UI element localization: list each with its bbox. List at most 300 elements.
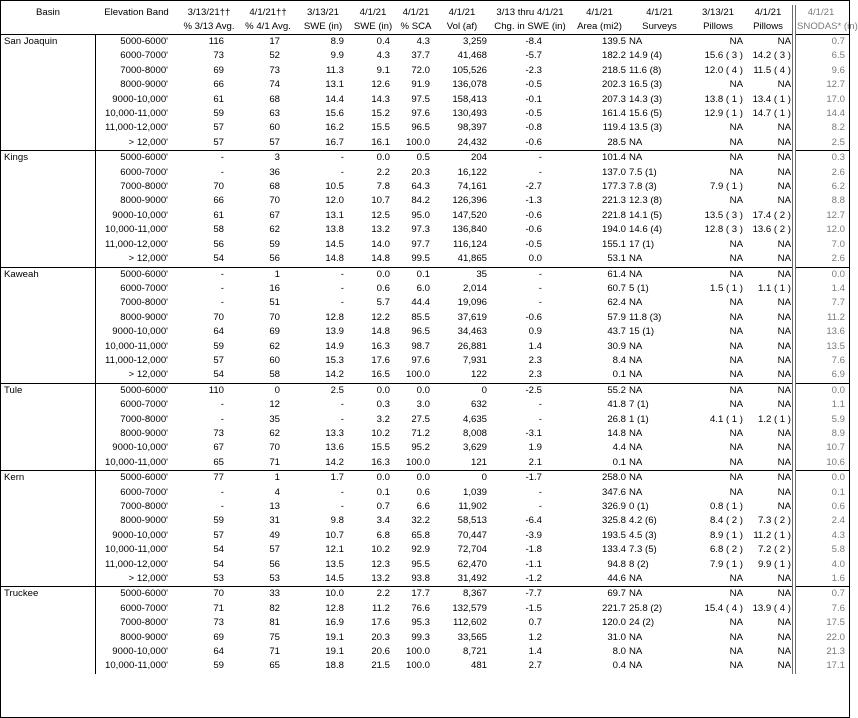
data-cell: 112,602 [453, 617, 487, 629]
data-cell: 31.0 [607, 631, 626, 643]
data-cell: 0.0 [376, 384, 390, 396]
data-cell: - [538, 486, 542, 498]
data-cell: 59 [269, 238, 280, 250]
snodas-cell: 13.5 [794, 340, 849, 354]
snodas-cell: 8.2 [794, 121, 849, 135]
data-cell: -5.7 [525, 50, 542, 62]
data-cell: 5 (1) [629, 282, 649, 294]
data-cell: 49 [269, 529, 280, 541]
data-cell: - [220, 501, 224, 512]
table-row [1, 209, 849, 223]
data-cell: NA [777, 369, 791, 381]
data-cell: 0.7 [376, 501, 390, 512]
data-cell: 14.1 (5) [629, 209, 663, 221]
data-cell: 105,526 [452, 64, 487, 76]
data-cell: 7,931 [462, 354, 487, 366]
data-cell: 19.1 [325, 646, 344, 658]
elevation-band-cell: 10,000-11,000' [104, 224, 168, 236]
data-cell: 26,881 [457, 340, 487, 352]
data-cell: NA [777, 427, 791, 439]
basin-cell-empty [1, 602, 95, 616]
data-cell: NA [629, 253, 643, 265]
snodas-cell: 1.4 [794, 282, 849, 296]
data-cell: 56 [213, 238, 224, 250]
data-cell: 33,565 [457, 631, 487, 643]
snodas-cell: 7.6 [794, 602, 849, 616]
data-cell: 0.0 [376, 152, 390, 164]
data-cell: 136,078 [452, 79, 487, 91]
data-cell: 4.2 (6) [629, 515, 657, 527]
elevation-band-cell: 8000-9000' [120, 79, 168, 91]
data-cell: 11.2 ( 1 ) [753, 529, 791, 541]
elevation-band-cell: 6000-7000' [120, 282, 168, 294]
data-cell: NA [629, 297, 643, 309]
data-cell: 37,619 [457, 311, 487, 323]
data-cell: - [538, 399, 542, 411]
data-cell: 116,124 [453, 238, 487, 250]
data-cell: NA [729, 253, 743, 265]
snodas-cell: 4.3 [794, 529, 849, 543]
data-cell: 0.7 [528, 617, 542, 629]
snodas-cell: 2.4 [794, 514, 849, 528]
data-cell: -0.8 [525, 122, 542, 134]
data-cell: 56 [269, 558, 280, 570]
data-cell: 12.3 (8) [629, 195, 663, 207]
data-cell: 58,513 [457, 515, 487, 527]
table-row [1, 427, 849, 441]
snodas-cell: 6.9 [794, 368, 849, 383]
data-cell: 3.0 [416, 399, 430, 411]
data-cell: 96.5 [411, 122, 430, 134]
basin-cell-empty [1, 486, 95, 500]
data-cell: 62.4 [607, 297, 626, 309]
elevation-band-cell: 7000-8000' [120, 64, 168, 76]
basin-cell-empty [1, 107, 95, 121]
data-cell: 74 [269, 79, 280, 91]
header-cell: Pillows [703, 21, 733, 32]
data-cell: 10.7 [371, 195, 390, 207]
data-cell: 100.0 [405, 136, 430, 148]
data-cell: NA [777, 238, 791, 250]
snodas-cell: 0.7 [794, 587, 849, 602]
data-cell: 53 [269, 573, 280, 585]
table-row [1, 529, 849, 543]
elevation-band-cell: 9000-10,000' [112, 529, 168, 541]
data-cell: NA [729, 136, 743, 148]
data-cell: 54 [213, 544, 224, 556]
header-cell: Surveys [642, 21, 677, 32]
data-cell: 4.3 [416, 36, 430, 47]
data-cell: 1.7 [330, 472, 344, 484]
data-cell: 8,008 [462, 427, 487, 439]
data-cell: 17.4 ( 2 ) [752, 209, 791, 221]
data-cell: NA [777, 136, 791, 148]
data-cell: 63 [269, 108, 280, 120]
data-cell: NA [729, 326, 743, 338]
data-cell: 4,635 [462, 413, 487, 425]
data-cell: 20.3 [411, 166, 430, 178]
data-cell: 13.9 [325, 326, 344, 338]
data-cell: 3,259 [462, 36, 487, 47]
data-cell: 66 [213, 195, 224, 207]
data-cell: NA [729, 442, 743, 454]
data-cell: 7.3 (5) [629, 544, 657, 556]
table-row [1, 136, 849, 151]
data-cell: - [220, 413, 224, 425]
data-cell: 13.8 [325, 224, 344, 236]
data-cell: 60 [269, 122, 280, 134]
data-cell: 7.8 (3) [629, 181, 657, 193]
data-cell: 6.6 [416, 501, 430, 512]
data-cell: 14.4 [325, 93, 344, 105]
data-cell: 14.5 [325, 573, 344, 585]
basin-cell-empty [1, 368, 95, 383]
data-cell: 73 [269, 64, 280, 76]
header-cell: 3/13 thru 4/1/21 [496, 7, 564, 18]
basin-cell-empty [1, 296, 95, 310]
data-cell: 16 [269, 282, 280, 294]
table-row [1, 587, 849, 602]
data-cell: 7 (1) [629, 399, 649, 411]
data-cell: -7.7 [525, 588, 542, 600]
basin-cell-empty [1, 64, 95, 78]
data-cell: 18.8 [325, 660, 344, 672]
data-cell: 12.8 [325, 311, 344, 323]
snodas-cell: 0.0 [794, 267, 849, 282]
data-cell: 71 [269, 646, 280, 658]
data-cell: 14.5 [325, 238, 344, 250]
data-cell: NA [629, 427, 643, 439]
data-cell: -0.5 [525, 79, 542, 91]
data-cell: NA [629, 369, 643, 381]
data-cell: 12.8 [325, 602, 344, 614]
data-cell: 95.5 [411, 558, 430, 570]
data-cell: 70 [269, 195, 280, 207]
elevation-band-cell: 8000-9000' [120, 515, 168, 527]
data-cell: 65.8 [411, 529, 430, 541]
data-cell: NA [777, 122, 791, 134]
data-cell: 58 [269, 369, 280, 381]
data-cell: 13.1 [325, 209, 344, 221]
basin-cell-empty [1, 514, 95, 528]
data-cell: 57.9 [607, 311, 626, 323]
basin-cell-empty [1, 659, 95, 673]
data-cell: - [220, 486, 224, 498]
data-cell: 71.2 [411, 427, 430, 439]
snodas-cell: 12.7 [794, 78, 849, 92]
data-cell: 7.9 ( 1 ) [709, 181, 743, 193]
snodas-cell: 14.4 [794, 107, 849, 121]
header-cell: 3/13/21 [701, 7, 734, 18]
data-cell: 37.7 [411, 50, 430, 62]
data-cell: NA [777, 181, 791, 193]
snodas-cell: 10.7 [794, 441, 849, 455]
table-row [1, 238, 849, 252]
data-cell: NA [729, 646, 743, 658]
elevation-band-cell: 9000-10,000' [112, 646, 168, 658]
data-cell: 0.0 [416, 472, 430, 484]
table-row [1, 166, 849, 180]
data-cell: - [220, 268, 224, 280]
data-cell: 0 (1) [629, 501, 649, 512]
snodas-cell: 22.0 [794, 631, 849, 645]
snodas-cell: 6.2 [794, 180, 849, 194]
elevation-band-cell: 11,000-12,000' [104, 354, 168, 366]
data-cell: 11.6 (8) [629, 64, 662, 76]
data-cell: 61 [213, 93, 224, 105]
snodas-cell: 8.9 [794, 427, 849, 441]
data-cell: 61.4 [607, 268, 626, 280]
data-cell: NA [777, 660, 791, 672]
data-cell: - [220, 282, 224, 294]
data-cell: NA [777, 268, 791, 280]
data-cell: - [538, 152, 542, 164]
basin-cell-empty [1, 93, 95, 107]
elevation-band-cell: 5000-6000' [120, 472, 168, 484]
data-cell: 62 [269, 427, 280, 439]
header-row-2 [1, 20, 849, 35]
basin-cell-empty [1, 616, 95, 630]
elevation-band-cell: 10,000-11,000' [104, 544, 168, 556]
data-cell: -0.6 [525, 311, 542, 323]
data-cell: 11.8 (3) [629, 311, 662, 323]
data-cell: 204 [470, 152, 487, 164]
data-cell: 325.8 [601, 515, 626, 527]
data-cell: NA [629, 384, 643, 396]
data-cell: 0.1 [612, 369, 626, 381]
data-cell: -0.5 [525, 108, 542, 120]
elevation-band-cell: 5000-6000' [120, 588, 168, 600]
table-row [1, 223, 849, 237]
table-row [1, 398, 849, 412]
data-cell: NA [629, 573, 643, 585]
table-row [1, 631, 849, 645]
data-cell: 8,367 [462, 588, 487, 600]
data-cell: 97.3 [411, 224, 430, 236]
elevation-band-cell: 5000-6000' [120, 152, 168, 164]
data-cell: 13.6 [325, 442, 344, 454]
data-cell: 8.0 [612, 646, 626, 658]
table-row [1, 441, 849, 455]
data-cell: 0.0 [416, 384, 430, 396]
data-cell: 4.4 [612, 442, 626, 454]
data-cell: 99.5 [411, 253, 430, 265]
header-cell: 4/1/21†† [249, 7, 287, 18]
data-cell: 34,463 [457, 326, 487, 338]
data-cell: 161.4 [601, 108, 626, 120]
data-cell: NA [777, 646, 791, 658]
data-cell: 52 [269, 50, 280, 62]
data-cell: 43.7 [607, 326, 626, 338]
data-cell: 15.6 [325, 108, 344, 120]
data-cell: NA [777, 472, 791, 484]
data-cell: 69 [269, 326, 280, 338]
basin-cell-empty [1, 441, 95, 455]
table-row [1, 311, 849, 325]
data-cell: 57 [213, 122, 224, 134]
data-cell: NA [629, 631, 643, 643]
data-cell: 41,468 [457, 50, 487, 62]
data-cell: - [340, 152, 344, 164]
snodas-cell: 13.6 [794, 325, 849, 339]
data-cell: 15.4 ( 4 ) [704, 602, 743, 614]
data-cell: 0.1 [376, 486, 390, 498]
data-cell: NA [629, 152, 643, 164]
data-cell: 0.0 [376, 472, 390, 484]
data-cell: 4 [274, 486, 280, 498]
data-cell: 9.9 ( 1 ) [757, 558, 791, 570]
data-cell: 24 (2) [629, 617, 655, 629]
data-cell: 9.1 [376, 64, 390, 76]
data-cell: 57 [269, 136, 280, 148]
data-cell: 14.8 [607, 427, 626, 439]
data-cell: 73 [213, 50, 224, 62]
data-cell: 13.1 [325, 79, 344, 91]
data-cell: 19,096 [457, 297, 487, 309]
data-cell: -0.6 [525, 224, 542, 236]
data-cell: 71 [269, 456, 280, 468]
data-cell: 481 [470, 660, 487, 672]
basin-cell-empty [1, 325, 95, 339]
data-cell: -0.5 [525, 238, 542, 250]
data-cell: NA [777, 442, 791, 454]
data-cell: 16.2 [325, 122, 344, 134]
data-cell: 326.9 [601, 501, 626, 512]
elevation-band-cell: 9000-10,000' [112, 442, 168, 454]
data-cell: 60 [269, 354, 280, 366]
table-row [1, 645, 849, 659]
basin-cell-empty [1, 456, 95, 471]
elevation-band-cell: 6000-7000' [120, 399, 168, 411]
snodas-cell: 0.3 [794, 151, 849, 166]
data-cell: 54 [213, 253, 224, 265]
data-cell: 20.6 [371, 646, 390, 658]
data-cell: 33 [269, 588, 280, 600]
basin-cell-empty [1, 282, 95, 296]
data-cell: 61 [213, 209, 224, 221]
header-cell: Area (mi2) [577, 21, 622, 32]
basin-cell-empty [1, 49, 95, 63]
data-cell: 14.8 [325, 253, 344, 265]
snodas-cell: 2.6 [794, 166, 849, 180]
data-cell: 97.6 [411, 108, 430, 120]
data-cell: 4.3 [376, 50, 390, 62]
data-cell: -2.3 [525, 64, 542, 76]
data-cell: 0.8 ( 1 ) [709, 501, 743, 512]
data-cell: 6.0 [416, 282, 430, 294]
snodas-cell: 8.8 [794, 194, 849, 208]
data-cell: 218.5 [601, 64, 626, 76]
data-cell: 2.5 [330, 384, 344, 396]
data-cell: 14.8 [371, 253, 390, 265]
basin-cell-empty [1, 166, 95, 180]
data-cell: NA [729, 166, 743, 178]
data-cell: 0.1 [416, 268, 430, 280]
data-cell: 59 [213, 108, 224, 120]
data-cell: NA [729, 354, 743, 366]
data-cell: NA [729, 573, 743, 585]
data-cell: NA [729, 79, 743, 91]
data-cell: -3.1 [525, 427, 542, 439]
data-cell: - [220, 152, 224, 164]
data-cell: 58 [213, 224, 224, 236]
data-cell: 74,161 [457, 181, 487, 193]
data-cell: 44.4 [411, 297, 430, 309]
data-cell: 60.7 [607, 282, 626, 294]
data-cell: -0.1 [525, 93, 542, 105]
data-cell: 0.6 [416, 486, 430, 498]
data-cell: 16.5 (3) [629, 79, 663, 91]
data-cell: 122 [470, 369, 487, 381]
elevation-band-cell: 6000-7000' [120, 486, 168, 498]
data-cell: 177.3 [601, 181, 626, 193]
data-cell: 3 [274, 152, 280, 164]
basin-cell-empty [1, 223, 95, 237]
data-cell: 17 [269, 36, 280, 47]
table-row [1, 659, 849, 673]
data-cell: 96.5 [411, 326, 430, 338]
data-cell: 55.2 [607, 384, 626, 396]
data-cell: 14.3 (3) [629, 93, 663, 105]
data-cell: NA [729, 152, 743, 164]
snodas-cell: 17.1 [794, 659, 849, 673]
data-cell: 132,579 [452, 602, 487, 614]
data-cell: 116 [208, 36, 224, 47]
data-cell: 35 [476, 268, 487, 280]
elevation-band-cell: 7000-8000' [120, 181, 168, 193]
data-cell: 41.8 [607, 399, 626, 411]
data-cell: 15 (1) [629, 326, 655, 338]
data-cell: 0.5 [416, 152, 430, 164]
data-cell: 12.3 [371, 558, 390, 570]
table-row [1, 616, 849, 630]
data-cell: 2.1 [528, 456, 542, 468]
data-cell: -8.4 [525, 36, 542, 47]
snodas-cell: 11.2 [794, 311, 849, 325]
data-cell: 75 [269, 631, 280, 643]
snodas-cell: 0.0 [794, 383, 849, 398]
basin-cell-empty [1, 136, 95, 151]
data-cell: -3.9 [525, 529, 542, 541]
data-cell: 97.5 [411, 93, 430, 105]
header-cell: 4/1/21 [359, 7, 387, 18]
elevation-band-cell: 11,000-12,000' [104, 558, 168, 570]
data-cell: 13.5 (3) [629, 122, 663, 134]
data-cell: NA [729, 472, 743, 484]
data-cell: 32.2 [411, 515, 430, 527]
table-row [1, 340, 849, 354]
data-cell: NA [777, 384, 791, 396]
data-cell: NA [729, 36, 743, 47]
data-cell: 10.7 [325, 529, 344, 541]
data-cell: 221.8 [601, 209, 626, 221]
data-cell: NA [777, 486, 791, 498]
data-cell: 126,396 [452, 195, 487, 207]
data-cell: NA [777, 573, 791, 585]
snodas-cell: 1.1 [794, 398, 849, 412]
data-cell: 70 [213, 311, 224, 323]
data-cell: 0.1 [612, 456, 626, 468]
data-cell: -2.7 [525, 181, 542, 193]
data-cell: 15.5 [371, 442, 390, 454]
data-cell: - [340, 282, 344, 294]
data-cell: 72.0 [411, 64, 430, 76]
data-cell: 2.7 [528, 660, 542, 672]
data-cell: 13.2 [371, 573, 390, 585]
data-cell: 0.9 [528, 326, 542, 338]
data-cell: 99.3 [411, 631, 430, 643]
data-cell: 7.5 (1) [629, 166, 657, 178]
